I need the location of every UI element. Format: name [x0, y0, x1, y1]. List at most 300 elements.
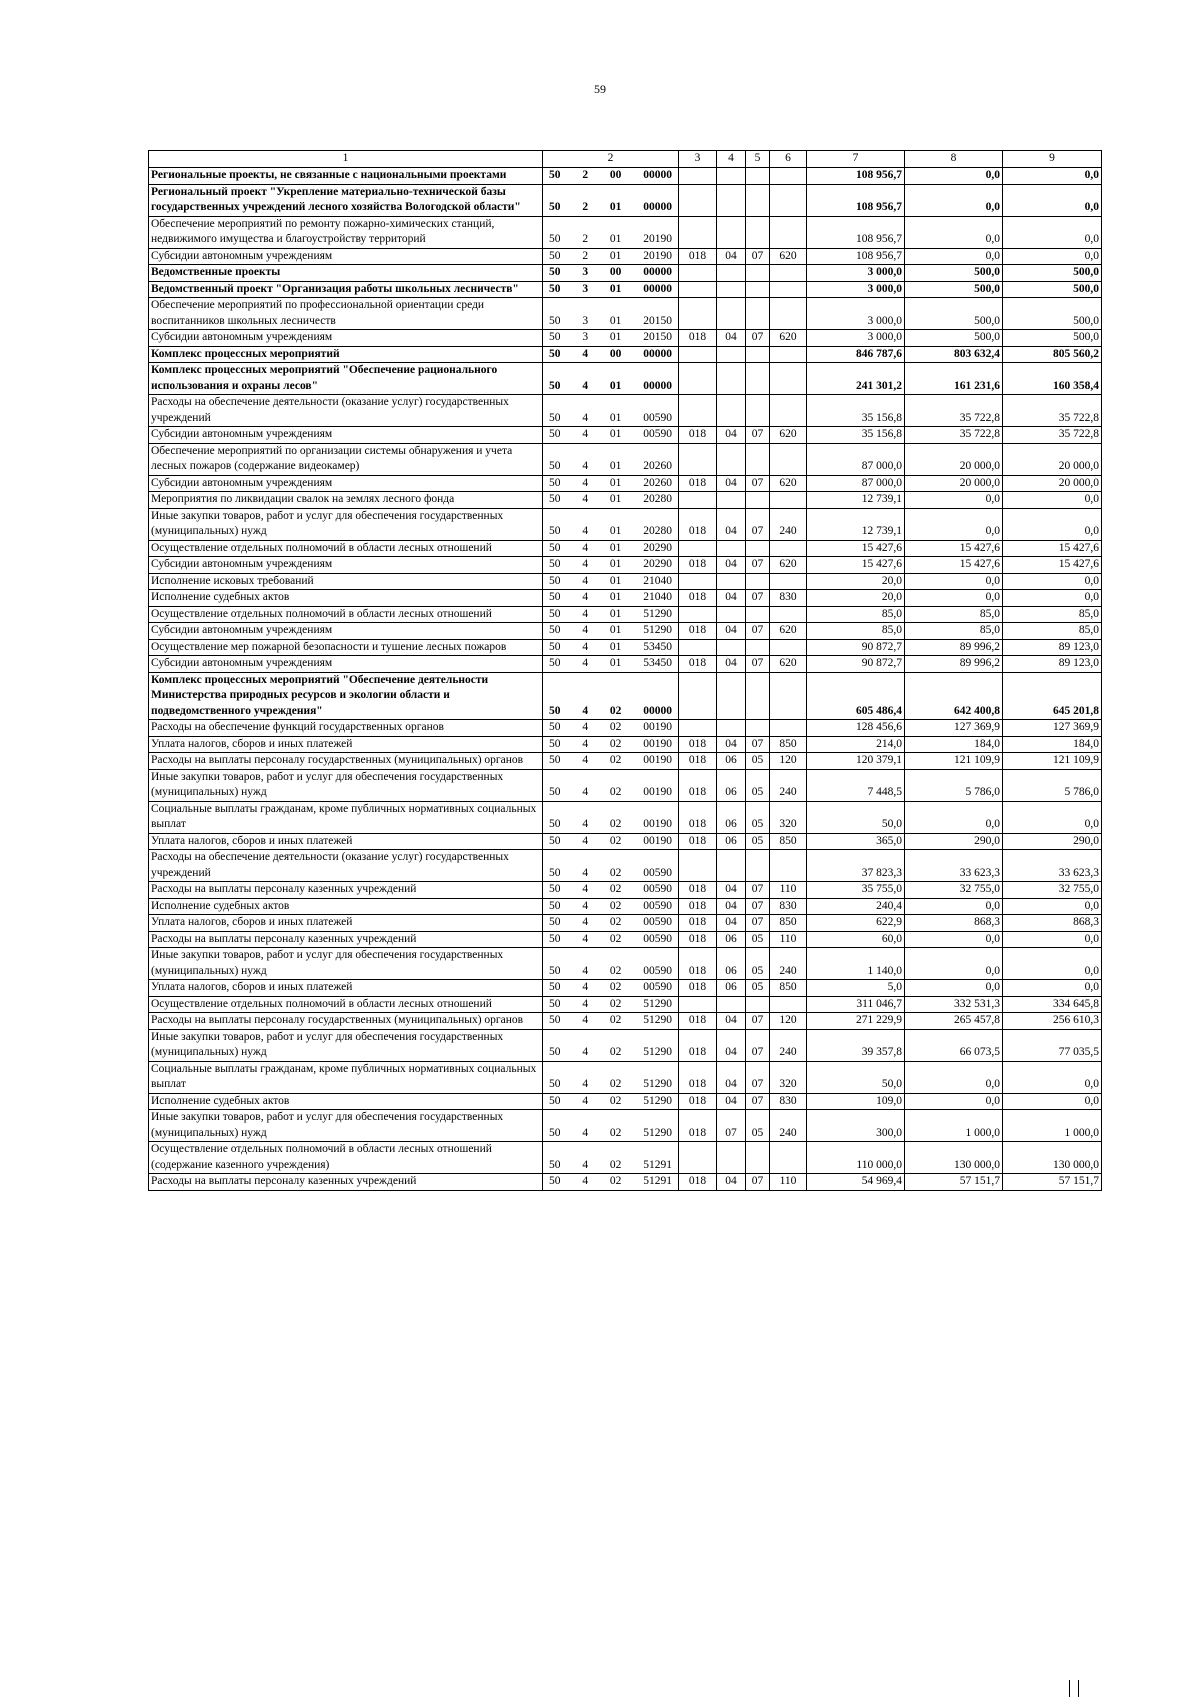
target-article-code [543, 475, 679, 492]
program-code: 50 [549, 541, 561, 554]
sub-code: 01 [609, 640, 622, 653]
table-row [149, 395, 1102, 427]
table-row [149, 801, 1102, 833]
amount-col-7: 271 229,9 [807, 1013, 905, 1030]
header-cell-5: 5 [746, 151, 770, 168]
target-article-code [543, 281, 679, 298]
expense-type-code: 110 [770, 1174, 807, 1191]
type-code: 4 [582, 476, 589, 489]
table-row [149, 492, 1102, 509]
expense-type-code: 620 [770, 330, 807, 347]
subsection-code [746, 672, 770, 720]
row-name: Ведомственный проект "Организация работы школьных лесничеств" [149, 281, 543, 298]
program-code: 50 [549, 640, 561, 653]
amount-col-8: 15 427,6 [905, 557, 1003, 574]
row-name: Осуществление отдельных полномочий в области лесных отношений [149, 606, 543, 623]
amount-col-7: 90 872,7 [807, 656, 905, 673]
subsection-code [746, 216, 770, 248]
target-article-code [543, 606, 679, 623]
direction-code: 00590 [643, 932, 672, 945]
row-name: Исполнение исковых требований [149, 573, 543, 590]
program-code: 50 [549, 981, 561, 993]
amount-col-8: 500,0 [905, 298, 1003, 330]
table-row [149, 540, 1102, 557]
grbs-code: 018 [679, 801, 717, 833]
amount-col-7: 5,0 [807, 980, 905, 997]
amount-col-8: 868,3 [905, 915, 1003, 932]
program-code: 50 [549, 201, 561, 213]
amount-col-8: 121 109,9 [905, 753, 1003, 770]
amount-col-8: 642 400,8 [905, 672, 1003, 720]
type-code: 4 [582, 347, 589, 360]
type-code: 4 [582, 883, 589, 895]
section-code: 04 [717, 623, 746, 640]
subsection-code [746, 720, 770, 737]
type-code: 4 [582, 1094, 589, 1107]
row-name: Исполнение судебных актов [149, 1093, 543, 1110]
type-code: 4 [582, 1158, 589, 1171]
table-row [149, 882, 1102, 899]
table-row [149, 931, 1102, 948]
program-code: 50 [549, 169, 561, 181]
amount-col-8: 161 231,6 [905, 363, 1003, 395]
table-row [149, 1110, 1102, 1142]
row-name: Расходы на выплаты персоналу государственных (муниципальных) органов [149, 1013, 543, 1030]
section-code: 04 [717, 330, 746, 347]
amount-col-9: 0,0 [1003, 948, 1102, 980]
table-row [149, 573, 1102, 590]
amount-col-9: 35 722,8 [1003, 427, 1102, 444]
amount-col-9: 15 427,6 [1003, 557, 1102, 574]
grbs-code [679, 573, 717, 590]
amount-col-7: 108 956,7 [807, 216, 905, 248]
type-code: 4 [582, 916, 589, 928]
row-name: Региональный проект "Укрепление материально-технической базы государственных учреждений лесного хозяйства Вологодской области" [149, 184, 543, 216]
subsection-code: 07 [746, 330, 770, 347]
type-code: 4 [582, 460, 589, 472]
program-code: 50 [549, 883, 561, 895]
target-article-code [543, 1029, 679, 1061]
direction-code: 51290 [643, 1078, 672, 1090]
amount-col-7: 110 000,0 [807, 1142, 905, 1174]
subsection-code [746, 573, 770, 590]
sub-code: 02 [609, 818, 622, 830]
expense-type-code: 240 [770, 1110, 807, 1142]
subsection-code: 07 [746, 590, 770, 607]
section-code: 04 [717, 736, 746, 753]
expense-type-code [770, 168, 807, 185]
target-article-code [543, 1093, 679, 1110]
expense-type-code: 120 [770, 753, 807, 770]
amount-col-8: 0,0 [905, 184, 1003, 216]
direction-code: 00190 [643, 834, 672, 847]
table-row [149, 590, 1102, 607]
sub-code: 02 [609, 899, 622, 912]
amount-col-9: 184,0 [1003, 736, 1102, 753]
amount-col-8: 0,0 [905, 573, 1003, 590]
sub-code: 02 [609, 721, 622, 733]
target-article-code [543, 1013, 679, 1030]
amount-col-9: 32 755,0 [1003, 882, 1102, 899]
amount-col-7: 3 000,0 [807, 330, 905, 347]
amount-col-8: 500,0 [905, 265, 1003, 282]
amount-col-7: 54 969,4 [807, 1174, 905, 1191]
sub-code: 02 [609, 786, 622, 798]
grbs-code: 018 [679, 508, 717, 540]
expense-type-code: 320 [770, 1061, 807, 1093]
subsection-code [746, 265, 770, 282]
program-code: 50 [549, 657, 561, 669]
type-code: 4 [582, 607, 589, 620]
subsection-code [746, 443, 770, 475]
section-code: 04 [717, 1061, 746, 1093]
expense-type-code: 620 [770, 427, 807, 444]
target-article-code [543, 769, 679, 801]
expense-type-code [770, 395, 807, 427]
section-code [717, 492, 746, 509]
amount-col-8: 85,0 [905, 606, 1003, 623]
expense-type-code [770, 850, 807, 882]
header-cell-9: 9 [1003, 151, 1102, 168]
direction-code: 00590 [643, 981, 672, 993]
sub-code: 02 [609, 754, 622, 766]
section-code [717, 184, 746, 216]
direction-code: 00190 [643, 786, 672, 798]
header-cell-1: 1 [149, 151, 543, 168]
table-row [149, 769, 1102, 801]
section-code [717, 540, 746, 557]
target-article-code [543, 720, 679, 737]
amount-col-9: 85,0 [1003, 606, 1102, 623]
section-code: 04 [717, 1013, 746, 1030]
amount-col-8: 500,0 [905, 281, 1003, 298]
subsection-code [746, 168, 770, 185]
sub-code: 01 [609, 607, 622, 620]
direction-code: 00000 [643, 169, 672, 181]
program-code: 50 [549, 866, 561, 879]
grbs-code: 018 [679, 980, 717, 997]
table-row [149, 850, 1102, 882]
direction-code: 00590 [643, 916, 672, 928]
amount-col-8: 265 457,8 [905, 1013, 1003, 1030]
amount-col-9: 0,0 [1003, 980, 1102, 997]
subsection-code [746, 395, 770, 427]
direction-code: 00000 [643, 282, 672, 295]
target-article-code [543, 801, 679, 833]
subsection-code: 05 [746, 980, 770, 997]
section-code: 04 [717, 475, 746, 492]
target-article-code [543, 672, 679, 720]
grbs-code: 018 [679, 931, 717, 948]
grbs-code: 018 [679, 898, 717, 915]
program-code: 50 [549, 964, 561, 977]
amount-col-8: 0,0 [905, 931, 1003, 948]
sub-code: 01 [609, 476, 622, 489]
row-name: Социальные выплаты гражданам, кроме публичных нормативных социальных выплат [149, 1061, 543, 1093]
expense-type-code [770, 216, 807, 248]
amount-col-7: 240,4 [807, 898, 905, 915]
amount-col-8: 0,0 [905, 898, 1003, 915]
direction-code: 00000 [643, 266, 672, 278]
amount-col-7: 3 000,0 [807, 281, 905, 298]
target-article-code [543, 492, 679, 509]
amount-col-7: 87 000,0 [807, 475, 905, 492]
row-name: Расходы на обеспечение функций государственных органов [149, 720, 543, 737]
amount-col-8: 0,0 [905, 508, 1003, 540]
target-article-code [543, 168, 679, 185]
target-article-code [543, 427, 679, 444]
program-code: 50 [549, 314, 561, 327]
amount-col-7: 50,0 [807, 801, 905, 833]
table-row [149, 1061, 1102, 1093]
sub-code: 01 [609, 314, 622, 327]
direction-code: 20260 [643, 476, 672, 489]
type-code: 4 [582, 818, 589, 830]
amount-col-7: 846 787,6 [807, 346, 905, 363]
grbs-code [679, 216, 717, 248]
subsection-code: 07 [746, 1093, 770, 1110]
grbs-code [679, 850, 717, 882]
amount-col-9: 0,0 [1003, 801, 1102, 833]
amount-col-9: 256 610,3 [1003, 1013, 1102, 1030]
target-article-code [543, 540, 679, 557]
direction-code: 53450 [643, 640, 672, 653]
target-article-code [543, 948, 679, 980]
grbs-code: 018 [679, 1093, 717, 1110]
amount-col-8: 35 722,8 [905, 395, 1003, 427]
program-code: 50 [549, 737, 561, 750]
program-code: 50 [549, 411, 561, 424]
sub-code: 01 [609, 558, 622, 570]
expense-type-code [770, 265, 807, 282]
target-article-code [543, 931, 679, 948]
type-code: 4 [582, 574, 589, 587]
program-code: 50 [549, 932, 561, 945]
direction-code: 20150 [643, 314, 672, 327]
expense-type-code [770, 1142, 807, 1174]
row-name: Обеспечение мероприятий по ремонту пожарно-химических станций, недвижимого имущества и благоустройству территорий [149, 216, 543, 248]
row-name: Региональные проекты, не связанные с национальными проектами [149, 168, 543, 185]
section-code: 04 [717, 1093, 746, 1110]
section-code: 04 [717, 508, 746, 540]
amount-col-9: 127 369,9 [1003, 720, 1102, 737]
amount-col-9: 20 000,0 [1003, 475, 1102, 492]
amount-col-8: 290,0 [905, 833, 1003, 850]
target-article-code [543, 915, 679, 932]
header-cell-7: 7 [807, 151, 905, 168]
program-code: 50 [549, 460, 561, 472]
section-code [717, 395, 746, 427]
row-name: Иные закупки товаров, работ и услуг для обеспечения государственных (муниципальных) нужд [149, 508, 543, 540]
row-name: Иные закупки товаров, работ и услуг для обеспечения государственных (муниципальных) нужд [149, 948, 543, 980]
direction-code: 00590 [643, 964, 672, 977]
program-code: 50 [549, 266, 561, 278]
amount-col-7: 85,0 [807, 606, 905, 623]
sub-code: 01 [609, 282, 622, 295]
subsection-code: 07 [746, 1174, 770, 1191]
section-code [717, 996, 746, 1013]
expense-type-code [770, 184, 807, 216]
subsection-code: 07 [746, 656, 770, 673]
amount-col-8: 0,0 [905, 590, 1003, 607]
sub-code: 01 [609, 493, 622, 505]
program-code: 50 [549, 525, 561, 537]
amount-col-8: 32 755,0 [905, 882, 1003, 899]
table-row [149, 606, 1102, 623]
table-header [149, 151, 1102, 168]
subsection-code [746, 184, 770, 216]
direction-code: 00190 [643, 818, 672, 830]
expense-type-code: 620 [770, 475, 807, 492]
row-name: Расходы на выплаты персоналу казенных учреждений [149, 882, 543, 899]
table-row [149, 363, 1102, 395]
row-name: Расходы на выплаты персоналу государственных (муниципальных) органов [149, 753, 543, 770]
direction-code: 00590 [643, 899, 672, 912]
grbs-code [679, 639, 717, 656]
table-row [149, 508, 1102, 540]
amount-col-7: 622,9 [807, 915, 905, 932]
type-code: 4 [582, 640, 589, 653]
program-code: 50 [549, 1014, 561, 1026]
type-code: 4 [582, 997, 589, 1010]
row-name: Уплата налогов, сборов и иных платежей [149, 736, 543, 753]
sub-code: 02 [609, 1175, 622, 1187]
table-row [149, 1029, 1102, 1061]
section-code: 04 [717, 1029, 746, 1061]
amount-col-8: 35 722,8 [905, 427, 1003, 444]
amount-col-9: 0,0 [1003, 898, 1102, 915]
expense-type-code [770, 996, 807, 1013]
row-name: Субсидии автономным учреждениям [149, 427, 543, 444]
type-code: 4 [582, 1175, 589, 1187]
grbs-code: 018 [679, 736, 717, 753]
amount-col-7: 108 956,7 [807, 168, 905, 185]
type-code: 4 [582, 737, 589, 750]
subsection-code: 07 [746, 736, 770, 753]
table-row [149, 898, 1102, 915]
sub-code: 02 [609, 883, 622, 895]
target-article-code [543, 248, 679, 265]
target-article-code [543, 508, 679, 540]
subsection-code: 07 [746, 1061, 770, 1093]
target-article-code [543, 590, 679, 607]
expense-type-code [770, 281, 807, 298]
type-code: 3 [582, 314, 589, 327]
program-code: 50 [549, 558, 561, 570]
amount-col-9: 35 722,8 [1003, 395, 1102, 427]
section-code: 04 [717, 656, 746, 673]
target-article-code [543, 1174, 679, 1191]
direction-code: 51290 [643, 624, 672, 636]
direction-code: 21040 [643, 591, 672, 603]
expense-type-code [770, 363, 807, 395]
type-code: 4 [582, 899, 589, 912]
grbs-code: 018 [679, 915, 717, 932]
section-code: 07 [717, 1110, 746, 1142]
type-code: 4 [582, 932, 589, 945]
row-name: Расходы на выплаты персоналу казенных учреждений [149, 931, 543, 948]
amount-col-7: 90 872,7 [807, 639, 905, 656]
grbs-code [679, 363, 717, 395]
subsection-code: 07 [746, 1013, 770, 1030]
row-name: Осуществление отдельных полномочий в области лесных отношений (содержание казенного учреждения) [149, 1142, 543, 1174]
sub-code: 02 [609, 1158, 622, 1171]
row-name: Уплата налогов, сборов и иных платежей [149, 833, 543, 850]
table-row [149, 330, 1102, 347]
amount-col-9: 500,0 [1003, 281, 1102, 298]
amount-col-8: 184,0 [905, 736, 1003, 753]
target-article-code [543, 557, 679, 574]
type-code: 4 [582, 411, 589, 424]
grbs-code [679, 492, 717, 509]
table-row [149, 639, 1102, 656]
direction-code: 51290 [643, 1094, 672, 1107]
amount-col-9: 57 151,7 [1003, 1174, 1102, 1191]
amount-col-9: 121 109,9 [1003, 753, 1102, 770]
amount-col-7: 35 156,8 [807, 427, 905, 444]
section-code [717, 850, 746, 882]
type-code: 2 [582, 233, 589, 245]
grbs-code [679, 540, 717, 557]
section-code [717, 720, 746, 737]
direction-code: 20290 [643, 558, 672, 570]
direction-code: 20280 [643, 493, 672, 505]
grbs-code: 018 [679, 1110, 717, 1142]
amount-col-7: 108 956,7 [807, 184, 905, 216]
amount-col-7: 50,0 [807, 1061, 905, 1093]
table-row [149, 184, 1102, 216]
target-article-code [543, 265, 679, 282]
amount-col-7: 85,0 [807, 623, 905, 640]
grbs-code: 018 [679, 882, 717, 899]
amount-col-9: 0,0 [1003, 168, 1102, 185]
section-code [717, 346, 746, 363]
sub-code: 02 [609, 866, 622, 879]
type-code: 3 [582, 266, 589, 278]
target-article-code [543, 184, 679, 216]
subsection-code: 07 [746, 898, 770, 915]
amount-col-9: 89 123,0 [1003, 656, 1102, 673]
program-code: 50 [549, 493, 561, 505]
section-code: 06 [717, 753, 746, 770]
row-name: Осуществление мер пожарной безопасности и тушение лесных пожаров [149, 639, 543, 656]
grbs-code [679, 606, 717, 623]
grbs-code: 018 [679, 1174, 717, 1191]
amount-col-7: 108 956,7 [807, 248, 905, 265]
direction-code: 20150 [643, 331, 672, 343]
amount-col-9: 0,0 [1003, 492, 1102, 509]
type-code: 3 [582, 331, 589, 343]
table-row [149, 1093, 1102, 1110]
target-article-code [543, 298, 679, 330]
subsection-code: 07 [746, 623, 770, 640]
expense-type-code: 320 [770, 801, 807, 833]
direction-code: 20290 [643, 541, 672, 554]
row-name: Субсидии автономным учреждениям [149, 330, 543, 347]
direction-code: 51290 [643, 1014, 672, 1026]
amount-col-9: 290,0 [1003, 833, 1102, 850]
type-code: 4 [582, 525, 589, 537]
program-code: 50 [549, 834, 561, 847]
subsection-code [746, 850, 770, 882]
row-name: Субсидии автономным учреждениям [149, 557, 543, 574]
amount-col-7: 3 000,0 [807, 298, 905, 330]
amount-col-8: 66 073,5 [905, 1029, 1003, 1061]
amount-col-8: 500,0 [905, 330, 1003, 347]
table-row [149, 248, 1102, 265]
amount-col-9: 160 358,4 [1003, 363, 1102, 395]
table-row [149, 1142, 1102, 1174]
